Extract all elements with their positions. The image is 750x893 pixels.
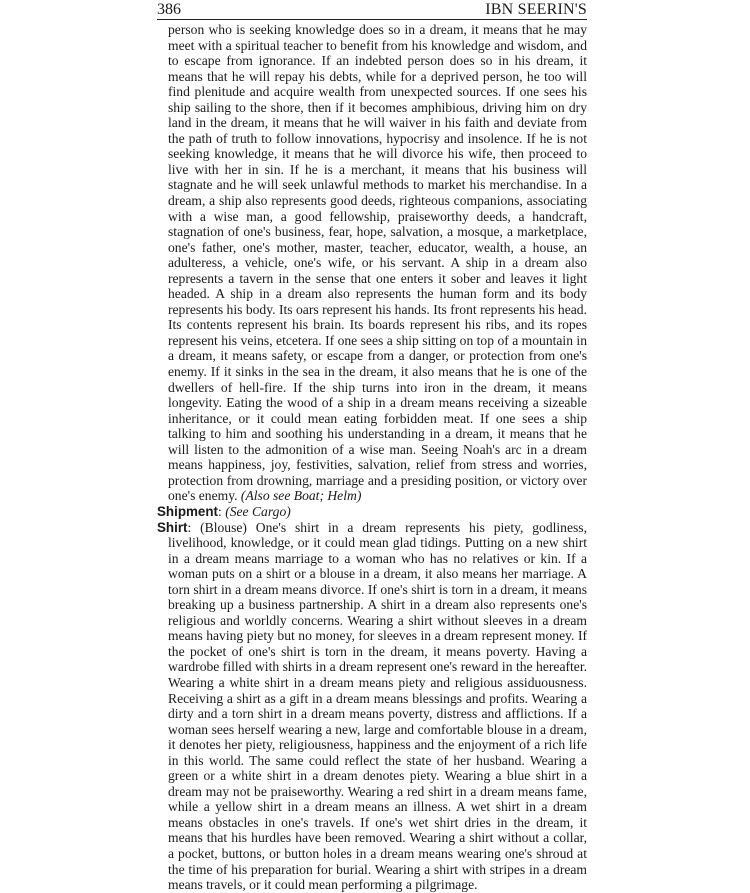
cross-reference: (Also see Boat; Helm) bbox=[240, 488, 362, 504]
cross-reference: (See Cargo) bbox=[225, 503, 291, 519]
headword: Shipment bbox=[157, 503, 219, 519]
headword-separator: : bbox=[218, 503, 226, 519]
paragraph-text: person who is seeking knowledge does so in a dream, it means that he may meet with a spiritual teacher to benefit from his knowledge and wisdom, and to escape from ignorance. If an indebted person does so in his dream, it means that he will repay his debts, while for a deprived person, he too will find plenitude and acquire wealth from unexpected sources. If one sees his ship sailing to the shore, then if it becomes amphibious, driving him on dry land in the dream, it means that he will waiver in his faith and deviate from the path of truth to follow innovations, hypocrisy and insolence. If he is not seeking knowledge, it means that he will divorce his wife, then proceed to live with her in sin. If he is a merchant, it means that his business will stagnate and he will seek unlawful methods to market his merchandise. In a dream, a ship also represents good deeds, righteous companions, associating with a wise man, a good fellowship, praiseworthy deeds, a handcraft, stagnation of one's business, fear, hope, salvation, a mosque, a marketplace, one's father, one's mother, master, teacher, educator, wealth, a house, an adulteress, a vehicle, one's wife, or his servant. A ship in a dream also represents a tavern in the sense that one enters it sober and leaves it light headed. A ship in a dream also represents the human form and its body represents his body. Its oars represent his hands. Its front represents his head. Its contents represent his brain. Its boards represent his ribs, and its ropes represent his veins, etcetera. If one sees a ship sitting on top of a mountain in a dream, it means safety, or escape from a danger, or protection from one's enemy. If it sinks in the sea in the dream, it also means that he is one of the dwellers of hell-fire. If the ship turns into iron in the dream, it means longevity. Eating the wood of a ship in a dream means receiving a sizeable inheritance, or it could mean eating forbidden meat. If one sees a ship talking to him and soothing his understanding in a dream, it means that he will listen to the admonition of a wise man. Seeing Noah's arc in a dream means happiness, joy, festivities, salvation, relief from stress and worries, protection from drowning, marriage and a presiding position, or victory over one's enemy. bbox=[168, 22, 587, 504]
headword: Shirt bbox=[157, 519, 188, 535]
book-page bbox=[157, 0, 587, 893]
headword-separator: : bbox=[187, 519, 201, 535]
continued-paragraph-ship bbox=[157, 22, 587, 504]
dictionary-entry-shipment bbox=[157, 504, 587, 520]
dictionary-entry-shirt bbox=[157, 520, 587, 893]
body-text bbox=[157, 22, 587, 893]
page-number: 386 bbox=[157, 1, 181, 18]
book-title: IBN SEERIN'S bbox=[485, 1, 587, 18]
entry-text: (Blouse) One's shirt in a dream represents his piety, godliness, livelihood, knowledge, or it could mean glad tidings. Putting on a new shirt in a dream means marriage to a woman who has no relatives or kin. If a woman puts on a shirt or a blouse in a dream, it also means her marriage. A torn shirt in a dream means divorce. If one's shirt is torn in a dream, it means breaking up a business partnership. A shirt in a dream also represents one's religious and worldly concerns. Wearing a shirt without sleeves in a dream means having piety but no money, for sleeves in a dream represent money. If the pocket of one's shirt is torn in the dream, it means poverty. Having a wardrobe filled with shirts in a dream represent one's reward in the hereafter. Wearing a white shirt in a dream means piety and religious assiduousness. Receiving a shirt as a gift in a dream means blessings and profits. Wearing a dirty and a torn shirt in a dream means poverty, distress and afflictions. If a woman sees herself wearing a new, large and comfortable blouse in a dream, it denotes her piety, religiousness, happiness and the enjoyment of a rich life in this world. The same could reflect the state of her husband. Wearing a green or a white shirt in a dream denotes piety. Wearing a blue shirt in a dream may not be praiseworthy. Wearing a red shirt in a dream means fame, while a yellow shirt in a dream means an illness. A wet shirt in a dream means obstacles in one's travels. If one's wet shirt dries in the dream, it means that his hurdles have been removed. Wearing a shirt without a collar, a pocket, buttons, or button holes in a dream means wearing one's shroud at the time of his preparation for burial. Wearing a shirt with stripes in a dream means travels, or it could mean performing a pilgrimage. bbox=[168, 519, 587, 893]
running-head bbox=[157, 0, 587, 20]
